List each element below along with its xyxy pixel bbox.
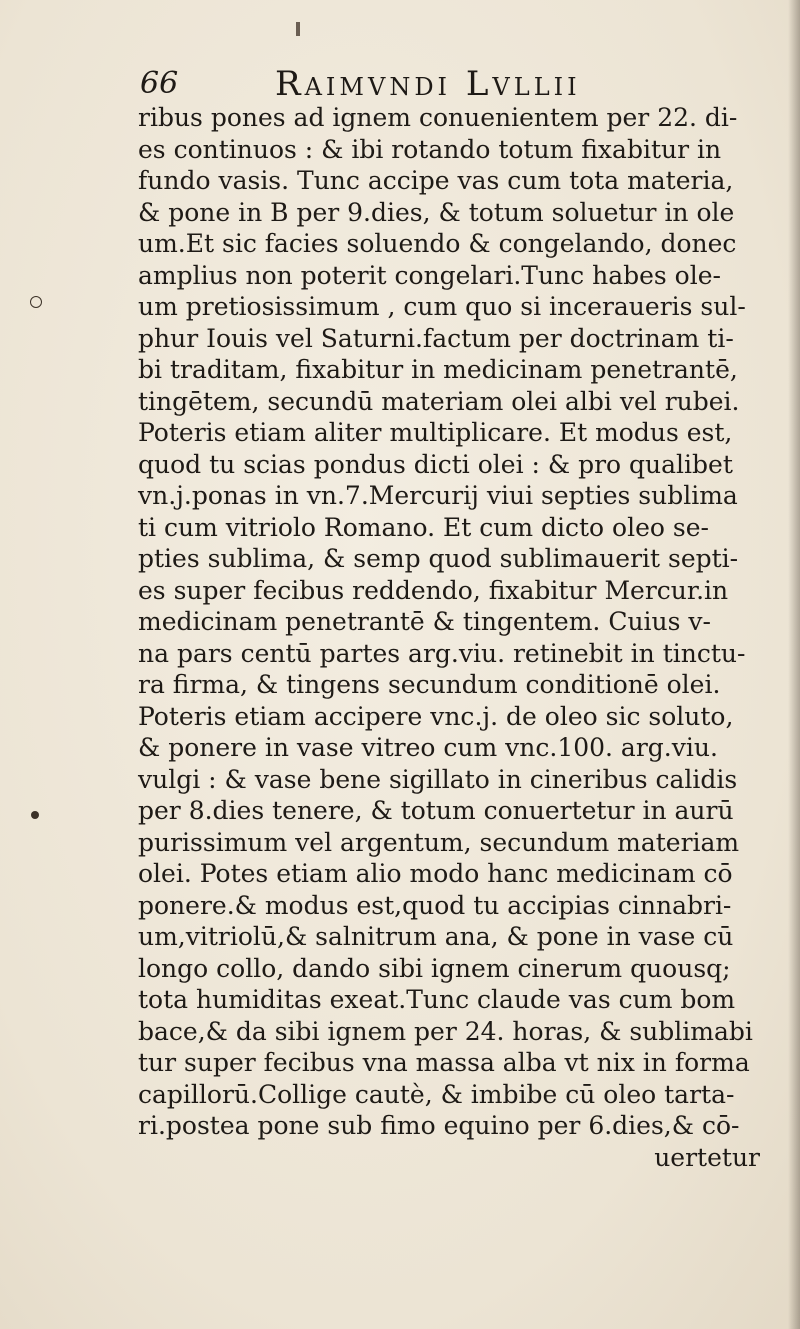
- text-line: capillorū.Collige cautè, & imbibe cū oleo tarta-: [138, 1079, 735, 1109]
- text-line: bi traditam, fixabitur in medicinam penetrantē,: [138, 355, 738, 384]
- text-line: amplius non poterit congelari.Tunc habes ole-: [138, 260, 721, 290]
- text-line: ribus pones ad ignem conuenientem per 22. di-: [138, 103, 738, 132]
- text-line: um pretiosissimum , cum quo si inceraueris sul-: [138, 292, 746, 321]
- text-line: ponere.& modus est,quod tu accipias cinnabri-: [138, 890, 732, 920]
- text-line: vulgi : & vase bene sigillato in cineribus calidis: [138, 764, 738, 794]
- text-line: quod tu scias pondus dicti olei : & pro qualibet: [138, 449, 733, 479]
- text-line: es super fecibus reddendo, fixabitur Mercur.in: [138, 575, 729, 605]
- text-line: bace,& da sibi ignem per 24. horas, & sublimabi: [138, 1016, 753, 1046]
- text-line: purissimum vel argentum, secundum materiam: [138, 827, 740, 857]
- text-line: olei. Potes etiam alio modo hanc medicinam cō: [138, 859, 733, 888]
- text-line: ra firma, & tingens secundum conditionē olei.: [138, 670, 721, 699]
- text-line: tota humiditas exeat.Tunc claude vas cum bom: [138, 985, 736, 1014]
- margin-hole-mark: [30, 296, 42, 308]
- text-line: Poteris etiam aliter multiplicare. Et modus est,: [138, 418, 733, 447]
- text-line: vn.j.ponas in vn.7.Mercurij viui septies sublima: [138, 481, 738, 510]
- text-line: phur Iouis vel Saturni.factum per doctrinam ti-: [138, 323, 734, 353]
- margin-ink-spot: [31, 811, 39, 819]
- text-line: um,vitriolū,& salnitrum ana, & pone in vase cū: [138, 922, 734, 951]
- ink-mark: [296, 22, 300, 36]
- page-number: 66: [140, 66, 179, 101]
- text-line: pties sublima, & semp quod sublimauerit septi-: [138, 544, 739, 573]
- text-line: longo collo, dando sibi ignem cinerum quousq;: [138, 953, 731, 983]
- text-line: & pone in B per 9.dies, & totum soluetur in ole: [138, 197, 735, 227]
- text-line: ri.postea pone sub fimo equino per 6.dies,& cō-: [138, 1111, 740, 1140]
- text-line: es continuos : & ibi rotando totum fixabitur in: [138, 134, 722, 164]
- text-line: tur super fecibus vna massa alba vt nix in forma: [138, 1048, 750, 1077]
- text-line: per 8.dies tenere, & totum conuertetur in aurū: [138, 796, 734, 825]
- text-line: fundo vasis. Tunc accipe vas cum tota materia,: [138, 166, 734, 195]
- running-title: Raimvndi Lvllii: [275, 64, 581, 104]
- text-line: Poteris etiam accipere vnc.j. de oleo sic soluto,: [138, 701, 734, 731]
- catchword: uertetur: [654, 1142, 760, 1172]
- body-text: [138, 102, 788, 1173]
- text-line: & ponere in vase vitreo cum vnc.100. arg.viu.: [138, 733, 718, 762]
- text-line: medicinam penetrantē & tingentem. Cuius v-: [138, 607, 711, 636]
- running-head: [140, 62, 660, 102]
- text-line: um.Et sic facies soluendo & congelando, donec: [138, 229, 737, 258]
- page-edge-shadow: [788, 0, 800, 1329]
- text-line: ti cum vitriolo Romano. Et cum dicto oleo se-: [138, 512, 709, 542]
- text-line: tingētem, secundū materiam olei albi vel rubei.: [138, 386, 740, 416]
- text-line: na pars centū partes arg.viu. retinebit in tinctu-: [138, 638, 746, 668]
